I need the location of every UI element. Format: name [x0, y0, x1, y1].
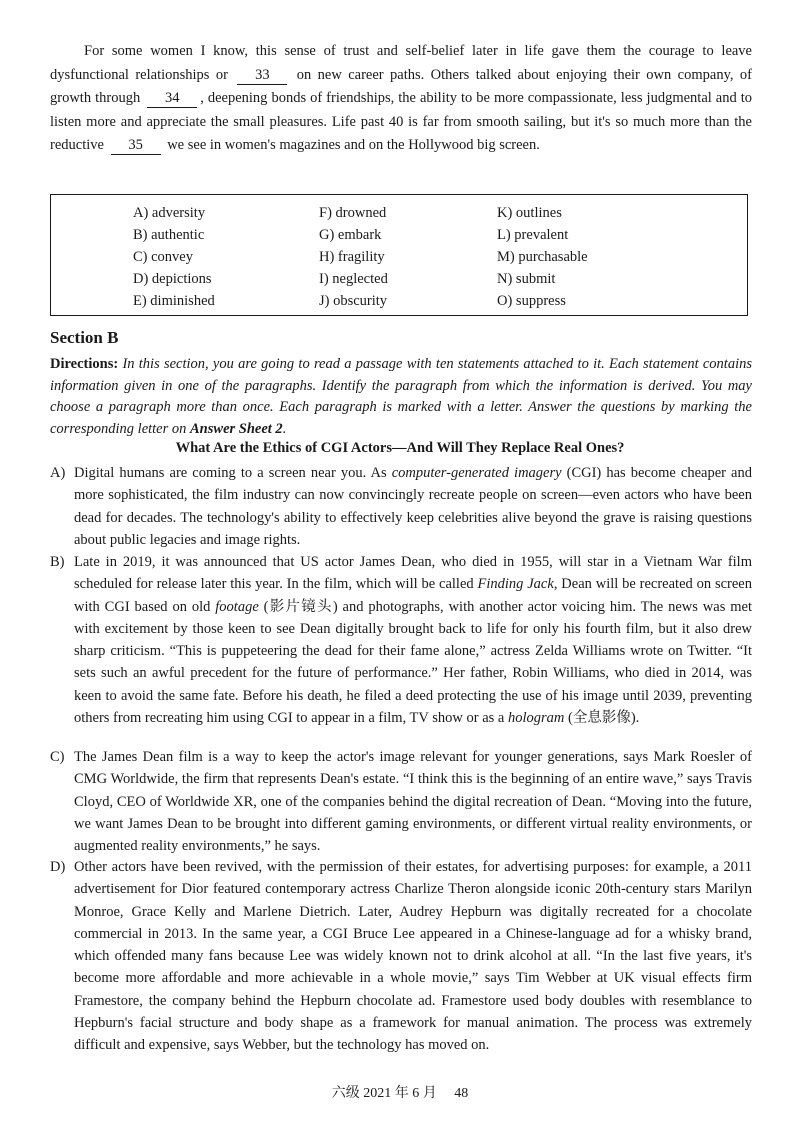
word-option: O) suppress	[497, 293, 566, 309]
word-option: N) submit	[497, 271, 556, 287]
word-bank-column-3	[497, 202, 588, 312]
word-option: L) prevalent	[497, 227, 569, 243]
paragraph-letter: A)	[50, 465, 66, 481]
word-option: E) diminished	[133, 293, 215, 309]
blank-34: 34	[147, 90, 197, 108]
directions-text: In this section, you are going to read a passage with ten statements attached to it. Each statement contains information given in one of the paragraphs. Identify the paragraph from which the information is derived. You may choose a paragraph more than once. Each paragraph is marked with a letter. Answer the questions by marking the corresponding letter on	[50, 356, 752, 437]
intro-text-3: , deepening bonds of friendships, the ability to be more compassionate, less judgmental and to listen more and appreciate the small pleasures. Life past 40 is far from smooth sailing, but it's so much more than the reductive	[50, 90, 753, 154]
word-option: D) depictions	[133, 271, 212, 287]
para-text: Late in 2019, it was announced that US actor James Dean, who died in 1955, will star in a Vietnam War film scheduled for release later this year. In the film, which will be called	[74, 554, 752, 593]
para-text: , Dean will be recreated on screen with CGI based on old	[74, 576, 752, 615]
para-text: Other actors have been revived, with the permission of their estates, for advertising purposes: for example, a 2011 advertisement for Dior featured contemporary actress Charlize Theron alongside iconic 20th-century stars Marilyn Monroe, Grace Kelly and Marlene Dietrich. Later, Audrey Hepburn was digitally recreated for a chocolate commercial in 2013. In the same year, a CGI Bruce Lee appeared in a Chinese-language ad for a whisky brand, which offended many fans because Lee was widely known not to drink alcohol at all. “In the last five years, it's become more affordable and more achievable in a whole movie,” says Tim Webber at UK visual effects firm Framestore, the company behind the Hepburn chocolate ad. Framestore used body doubles with resemblance to Hepburn's facial structure and body shape as a framework for manual animation. The process was extremely difficult and expensive, says Webber, but the technology has moved on.	[74, 859, 752, 1054]
paragraph-letter: D)	[50, 859, 66, 875]
para-italic: computer-generated imagery	[391, 465, 562, 481]
directions-end: .	[282, 420, 287, 437]
paragraph-letter: C)	[50, 749, 65, 765]
section-b-title: Section B	[50, 328, 119, 347]
directions	[50, 354, 752, 440]
paragraph-a	[50, 462, 752, 551]
para-text: The James Dean film is a way to keep the actor's image relevant for younger generations, says Mark Roesler of CMG Worldwide, the firm that represents Dean's estate. “I think this is the beginning of an entire wave,” says Travis Cloyd, CEO of Worldwide XR, one of the companies behind the digital recreation of Dean. “Moving into the future, we want James Dean to be brought into different gaming environments, or different virtual reality environments, or augmented reality environments,” he says.	[74, 749, 752, 855]
word-bank-box	[50, 194, 748, 316]
word-option: F) drowned	[319, 205, 387, 221]
word-bank-column-1	[133, 202, 215, 312]
para-text: (CGI) has become cheaper and more sophisticated, the film industry can now convincingly recreate people on screen—even actors who have been dead for decades. The technology's ability to effectively keep celebrities alive beyond the grave is raising questions about public legacies and image rights.	[74, 465, 752, 548]
paragraph-b	[50, 551, 752, 729]
para-text: (全息影像).	[564, 710, 640, 727]
blank-35: 35	[111, 137, 161, 155]
word-option: K) outlines	[497, 205, 562, 221]
intro-text-4: we see in women's magazines and on the Hollywood big screen.	[167, 137, 540, 154]
intro-paragraph	[50, 40, 752, 158]
word-bank-column-2	[319, 202, 388, 312]
answer-sheet-ref: Answer Sheet 2	[190, 420, 283, 437]
word-option: G) embark	[319, 227, 382, 243]
para-text: (影片镜头) and photographs, with another actor voicing him. The news was met with excitement by those keen to see Dean digitally brought back to life for only his fourth film, but it also drew sharp criticism. “This is puppeteering the dead for their fame alone,” actress Zelda Williams wrote on Twitter. “It sets such an awful precedent for the future of performance.” Her father, Robin Williams, who died in 2014, was keen to avoid the same fate. Before his death, he filed a deed protecting the use of his image until 2039, preventing others from recreating him using CGI to appear in a film, TV show or as a	[74, 598, 752, 727]
page-footer: 六级 2021 年 6 月 48	[331, 1086, 469, 1101]
para-italic: Finding Jack	[477, 576, 554, 593]
intro-text-2: on new career paths. Others talked about enjoying their own company, of growth through	[50, 66, 752, 107]
paragraph-d	[50, 856, 752, 1057]
paragraph-letter: B)	[50, 554, 65, 570]
word-option: B) authentic	[133, 227, 205, 243]
paragraph-c	[50, 746, 752, 857]
word-option: C) convey	[133, 249, 193, 265]
word-option: A) adversity	[133, 205, 206, 221]
intro-text-1: For some women I know, this sense of trust and self-belief later in life gave them the courage to leave dysfunctional relationships or	[50, 43, 752, 83]
article-title: What Are the Ethics of CGI Actors—And Will They Replace Real Ones?	[175, 440, 625, 456]
word-option: J) obscurity	[319, 293, 388, 309]
word-option: M) purchasable	[497, 249, 588, 265]
word-option: I) neglected	[319, 271, 388, 287]
word-option: H) fragility	[319, 249, 385, 265]
para-text: Digital humans are coming to a screen near you. As	[74, 465, 392, 481]
blank-33: 33	[237, 67, 287, 85]
para-italic: footage	[215, 598, 259, 615]
para-italic: hologram	[507, 710, 565, 727]
directions-label: Directions:	[50, 356, 119, 372]
